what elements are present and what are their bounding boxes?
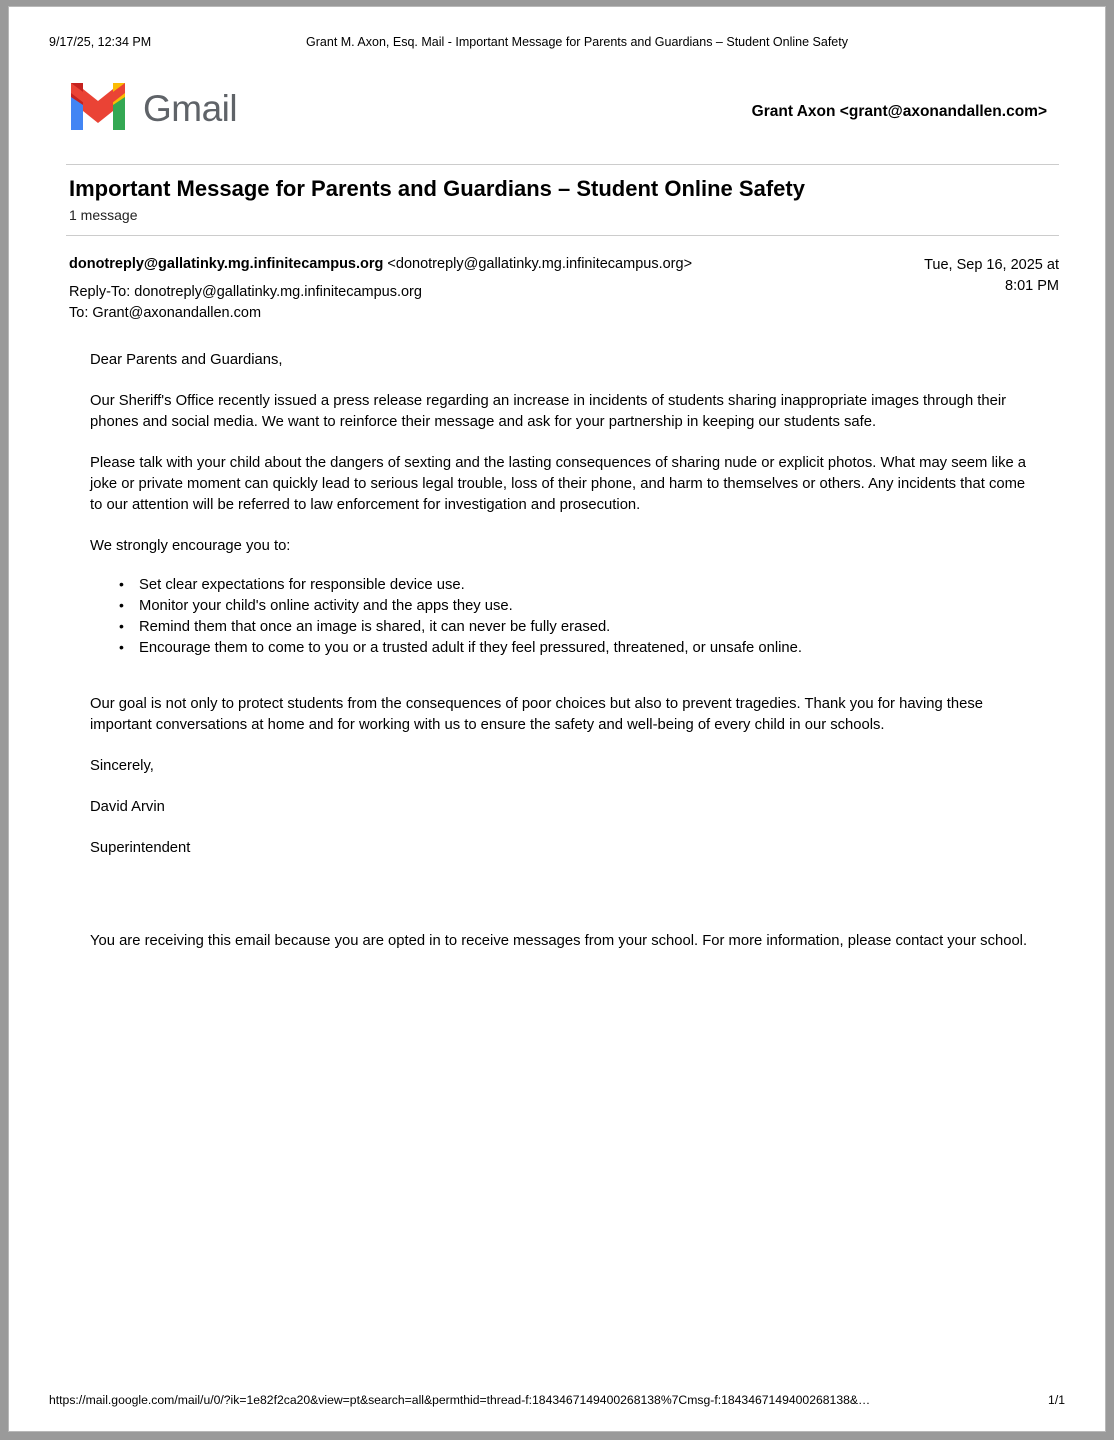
timestamp-time: 8:01 PM (1005, 277, 1059, 294)
gmail-brand-row (65, 83, 1049, 137)
body-paragraph-2: Please talk with your child about the dangers of sexting and the lasting consequences of sharing nude or explicit photos. What may seem like a joke or private moment can quickly lead to serious legal trouble, loss of their phone, and harm to themselves or others. Any incidents that come to our attention will be referred to law enforcement for investigation and prosecution. (90, 455, 1027, 513)
spacer (90, 879, 1035, 905)
reply-to-line: Reply-To: donotreply@gallatinky.mg.infinitecampus.org (69, 283, 422, 300)
print-date: 9/17/25, 12:34 PM (49, 35, 152, 49)
thread-subject: Important Message for Parents and Guardians – Student Online Safety (69, 176, 805, 201)
recipient-line: To: Grant@axonandallen.com (69, 304, 262, 321)
list-item: • Encourage them to come to you or a trusted adult if they feel pressured, threatened, or unsafe online. (139, 638, 1035, 659)
body-greeting: Dear Parents and Guardians, (90, 352, 283, 368)
print-page-title: Grant M. Axon, Esq. Mail - Important Message for Parents and Guardians – Student Online Safety (306, 35, 848, 49)
spacer (90, 905, 1035, 931)
footer-page-number: 1/1 (1048, 1393, 1065, 1407)
signer-name: David Arvin (90, 798, 165, 815)
thread-header (69, 175, 805, 223)
spacer (90, 680, 1035, 694)
body-closing: Sincerely, (90, 757, 154, 774)
body-paragraph-3: Our goal is not only to protect students from the consequences of poor choices but also to prevent tragedies. Thank you for having these important conversations at home and for working with us to ensure the safety and well-being of every child in our schools. (90, 695, 984, 733)
divider-mid (66, 235, 1059, 236)
account-identity: Grant Axon <grant@axonandallen.com> (751, 103, 1047, 120)
timestamp-date: Tue, Sep 16, 2025 at (924, 257, 1059, 273)
message-count: 1 message (69, 206, 138, 223)
footer-source-url: https://mail.google.com/mail/u/0/?ik=1e82f2ca20&view=pt&search=all&permthid=thread-f:1843467149400268138%7Cmsg-f:1843467149400268138&… (49, 1393, 871, 1407)
message-header (69, 255, 1059, 324)
list-item: • Set clear expectations for responsible device use. (139, 575, 1035, 596)
body-list-intro: We strongly encourage you to: (90, 538, 291, 554)
signer-title: Superintendent (90, 839, 191, 856)
list-item: • Remind them that once an image is shared, it can never be fully erased. (139, 617, 1035, 638)
body-paragraph-1: Our Sheriff's Office recently issued a press release regarding an increase in incidents of students sharing inappropriate images through their phones and social media. We want to reinforce their message and ask for your partnership in keeping our students safe. (90, 393, 1007, 430)
gmail-wordmark: Gmail (143, 88, 238, 129)
body-disclaimer: You are receiving this email because you are opted in to receive messages from your school. For more information, please contact your school. (90, 932, 1028, 949)
list-item: • Monitor your child's online activity and the apps they use. (139, 596, 1035, 617)
sender-name: donotreply@gallatinky.mg.infinitecampus.org (69, 256, 384, 272)
gmail-logo-icon (67, 83, 129, 130)
message-timestamp (869, 255, 1059, 296)
gmail-brand (67, 83, 237, 130)
print-footer (9, 1393, 1105, 1409)
sender-address: <donotreply@gallatinky.mg.infinitecampus.org> (387, 256, 693, 272)
print-header (9, 35, 1105, 51)
divider-top (66, 164, 1059, 165)
printed-page (8, 6, 1106, 1432)
message-body (90, 350, 1035, 972)
recommendation-list (90, 575, 1035, 660)
